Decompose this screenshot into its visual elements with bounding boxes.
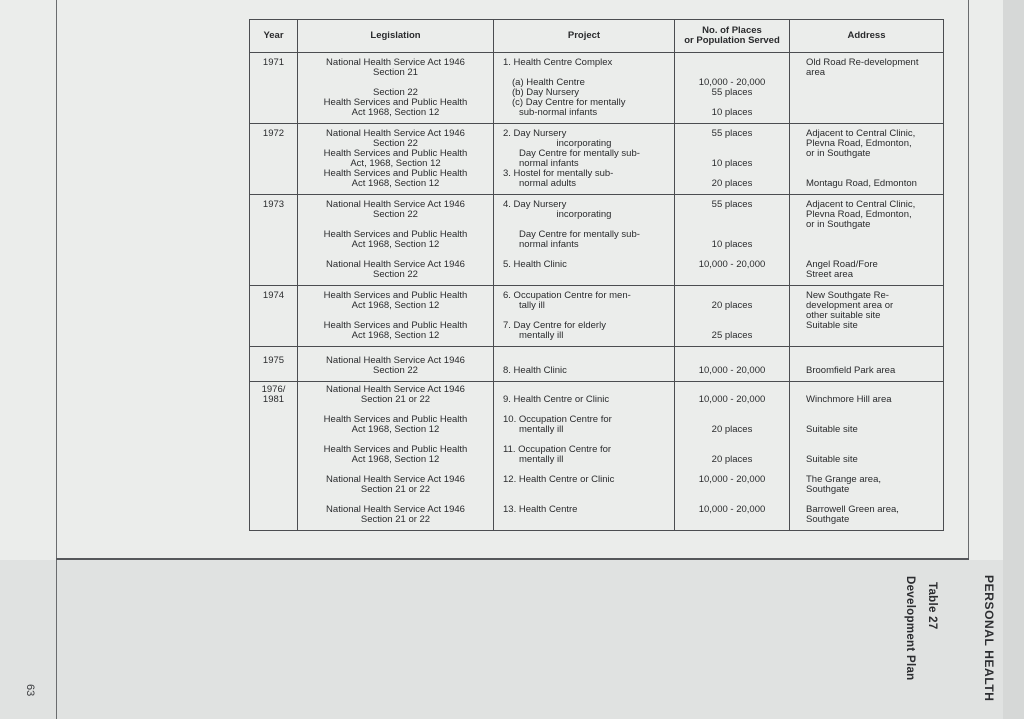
right-rule [968,0,969,560]
cell-line: 10. Occupation Centre for [503,414,612,425]
address-cell [790,124,944,195]
cell-line: normal adults [519,178,577,189]
year-cell [250,286,298,347]
cell-line: 10,000 - 20,000 [698,474,766,485]
legislation-cell [298,195,494,286]
header-legislation: Legislation [298,20,494,53]
cell-line: National Health Service Act 1946 [326,57,465,68]
cell-line: Act 1968, Section 12 [351,107,440,118]
cell-line: Broomfield Park area [806,365,896,376]
page-number: 63 [24,684,36,697]
cell-line: Southgate [806,514,850,525]
cell-line: Southgate [806,484,850,495]
cell-line [675,58,789,68]
cell-line: 10,000 - 20,000 [698,365,766,376]
cell-line: 1971 [262,57,285,68]
cell-line: Street area [806,269,853,280]
year-cell [250,53,298,124]
cell-line [790,435,943,445]
cell-line: (a) Health Centre [512,77,585,88]
cell-line: 7. Day Centre for elderly [503,320,606,331]
cell-line: normal infants [519,239,579,250]
places-cell [675,124,790,195]
cell-line: (c) Day Centre for mentally [512,97,626,108]
cell-line [790,230,943,240]
cell-line: New Southgate Re- [806,290,889,301]
cell-line: incorporating [556,138,612,149]
address-cell [790,195,944,286]
cell-line: Act 1968, Section 12 [351,300,440,311]
header-places-line1: No. of Places [702,25,762,36]
header-project: Project [494,20,675,53]
year-cell [250,382,298,531]
cell-line: Section 22 [373,365,418,376]
legislation-cell [298,382,494,531]
cell-line [675,210,789,220]
legislation-cell [298,347,494,382]
cell-line: development area or [806,300,894,311]
cell-line: 4. Day Nursery [503,199,567,210]
cell-line: Health Services and Public Health [323,414,468,425]
cell-line: Section 21 or 22 [360,394,431,405]
year-cell [250,195,298,286]
cell-line: or in Southgate [806,148,871,159]
project-cell [494,124,675,195]
cell-line: mentally ill [519,424,564,435]
cell-line [494,270,674,280]
table-header-row [250,20,944,53]
cell-line: National Health Service Act 1946 [326,474,465,485]
left-rule [56,0,57,719]
cell-line [494,485,674,495]
cell-line: Act 1968, Section 12 [351,330,440,341]
cell-line: National Health Service Act 1946 [326,128,465,139]
bottom-rule [56,558,969,560]
cell-line: 20 places [711,178,753,189]
cell-line: mentally ill [519,454,564,465]
cell-line: Health Services and Public Health [323,229,468,240]
cell-line: Section 21 [373,67,418,78]
cell-line: 9. Health Centre or Clinic [503,394,610,405]
cell-line: Section 22 [373,138,418,149]
cell-line: mentally ill [519,330,564,341]
cell-line: Suitable site [806,424,858,435]
address-cell [790,347,944,382]
places-cell [675,195,790,286]
cell-line: Act 1968, Section 12 [351,239,440,250]
cell-line: normal infants [519,158,579,169]
project-cell [494,382,675,531]
cell-line: 1975 [262,355,285,366]
header-places [675,20,790,53]
year-cell [250,347,298,382]
cell-line: Barrowell Green area, [806,504,899,515]
cell-line [790,405,943,415]
cell-line: Section 21 or 22 [360,484,431,495]
cell-line [675,435,789,445]
cell-line: National Health Service Act 1946 [326,384,465,395]
cell-line: Health Services and Public Health [323,148,468,159]
section-title: PERSONAL HEALTH [982,575,996,702]
cell-line: Suitable site [806,320,858,331]
cell-line: Plevna Road, Edmonton, [806,138,912,149]
places-cell [675,382,790,531]
cell-line: 10,000 - 20,000 [698,259,766,270]
cell-line: 20 places [711,424,753,435]
cell-line: Section 21 or 22 [360,514,431,525]
cell-line: 6. Occupation Centre for men- [503,290,631,301]
cell-line: National Health Service Act 1946 [326,504,465,515]
cell-line: Act 1968, Section 12 [351,454,440,465]
table-row [250,53,944,124]
cell-line: or in Southgate [806,219,871,230]
year-cell [250,124,298,195]
legislation-cell [298,53,494,124]
cell-line: Act 1968, Section 12 [351,178,440,189]
cell-line: Health Services and Public Health [323,320,468,331]
cell-line: Adjacent to Central Clinic, [806,128,916,139]
cell-line: 13. Health Centre [503,504,578,515]
table-label: Table 27 [926,582,938,630]
cell-line: tally ill [519,300,545,311]
cell-line: 5. Health Clinic [503,259,567,270]
cell-line: area [806,67,826,78]
binding-edge [1003,0,1024,719]
cell-line [675,139,789,149]
address-cell [790,382,944,531]
cell-line [675,311,789,321]
project-cell [494,195,675,286]
cell-line: 1. Health Centre Complex [503,57,613,68]
table-row [250,124,944,195]
cell-line: 3. Hostel for mentally sub- [503,168,614,179]
cell-line: 1974 [262,290,285,301]
cell-line: incorporating [556,209,612,220]
page-lower [0,560,1024,719]
places-cell [675,347,790,382]
table-row [250,382,944,531]
cell-line: 10,000 - 20,000 [698,394,766,405]
cell-line: 20 places [711,454,753,465]
cell-line: Day Centre for mentally sub- [519,229,640,240]
cell-line: 55 places [711,87,753,98]
table-body [250,53,944,531]
cell-line: 55 places [711,128,753,139]
cell-line: other suitable site [806,310,881,321]
cell-line [675,220,789,230]
table-row [250,347,944,382]
cell-line: Health Services and Public Health [323,444,468,455]
cell-line: 11. Occupation Centre for [503,444,612,455]
cell-line: National Health Service Act 1946 [326,259,465,270]
cell-line: 10 places [711,158,753,169]
cell-line: 1972 [262,128,285,139]
cell-line: Act, 1968, Section 12 [350,158,441,169]
legislation-cell [298,286,494,347]
cell-line: Adjacent to Central Clinic, [806,199,916,210]
cell-line [790,331,943,341]
cell-line: 1973 [262,199,285,210]
project-cell [494,53,675,124]
cell-line [675,485,789,495]
cell-line: Plevna Road, Edmonton, [806,209,912,220]
cell-line: 20 places [711,300,753,311]
project-cell [494,286,675,347]
cell-line [790,159,943,169]
cell-line [790,240,943,250]
cell-line: 10,000 - 20,000 [698,77,766,88]
project-cell [494,347,675,382]
cell-line [494,515,674,525]
cell-line: Health Services and Public Health [323,168,468,179]
cell-line: National Health Service Act 1946 [326,355,465,366]
cell-line: Montagu Road, Edmonton [806,178,917,189]
cell-line [675,270,789,280]
cell-line: Health Services and Public Health [323,97,468,108]
cell-line: Winchmore Hill area [806,394,892,405]
cell-line: National Health Service Act 1946 [326,199,465,210]
cell-line: 10,000 - 20,000 [698,504,766,515]
header-year: Year [250,20,298,53]
places-cell [675,286,790,347]
cell-line: Day Centre for mentally sub- [519,148,640,159]
cell-line: Act 1968, Section 12 [351,424,440,435]
places-cell [675,53,790,124]
cell-line: Old Road Re-development [806,57,919,68]
header-places-line2: or Population Served [684,35,780,46]
header-address: Address [790,20,944,53]
cell-line: 1976/ [261,384,286,395]
cell-line: 1981 [262,394,285,405]
cell-line [675,405,789,415]
cell-line: The Grange area, [806,474,881,485]
cell-line [675,515,789,525]
cell-line: Suitable site [806,454,858,465]
cell-line: 2. Day Nursery [503,128,567,139]
development-plan-table [249,19,944,531]
table-title: Development Plan [904,576,916,681]
table-row [250,195,944,286]
table-row [250,286,944,347]
cell-line: 8. Health Clinic [503,365,567,376]
cell-line: Section 22 [373,269,418,280]
cell-line: 10 places [711,107,753,118]
cell-line: (b) Day Nursery [512,87,580,98]
cell-line: Health Services and Public Health [323,290,468,301]
cell-line: Angel Road/Fore [806,259,878,270]
legislation-cell [298,124,494,195]
cell-line: sub-normal infants [519,107,598,118]
address-cell [790,53,944,124]
cell-line: 10 places [711,239,753,250]
cell-line: Section 22 [373,87,418,98]
cell-line: Section 22 [373,209,418,220]
cell-line: 55 places [711,199,753,210]
cell-line: 12. Health Centre or Clinic [503,474,615,485]
cell-line: 25 places [711,330,753,341]
address-cell [790,286,944,347]
